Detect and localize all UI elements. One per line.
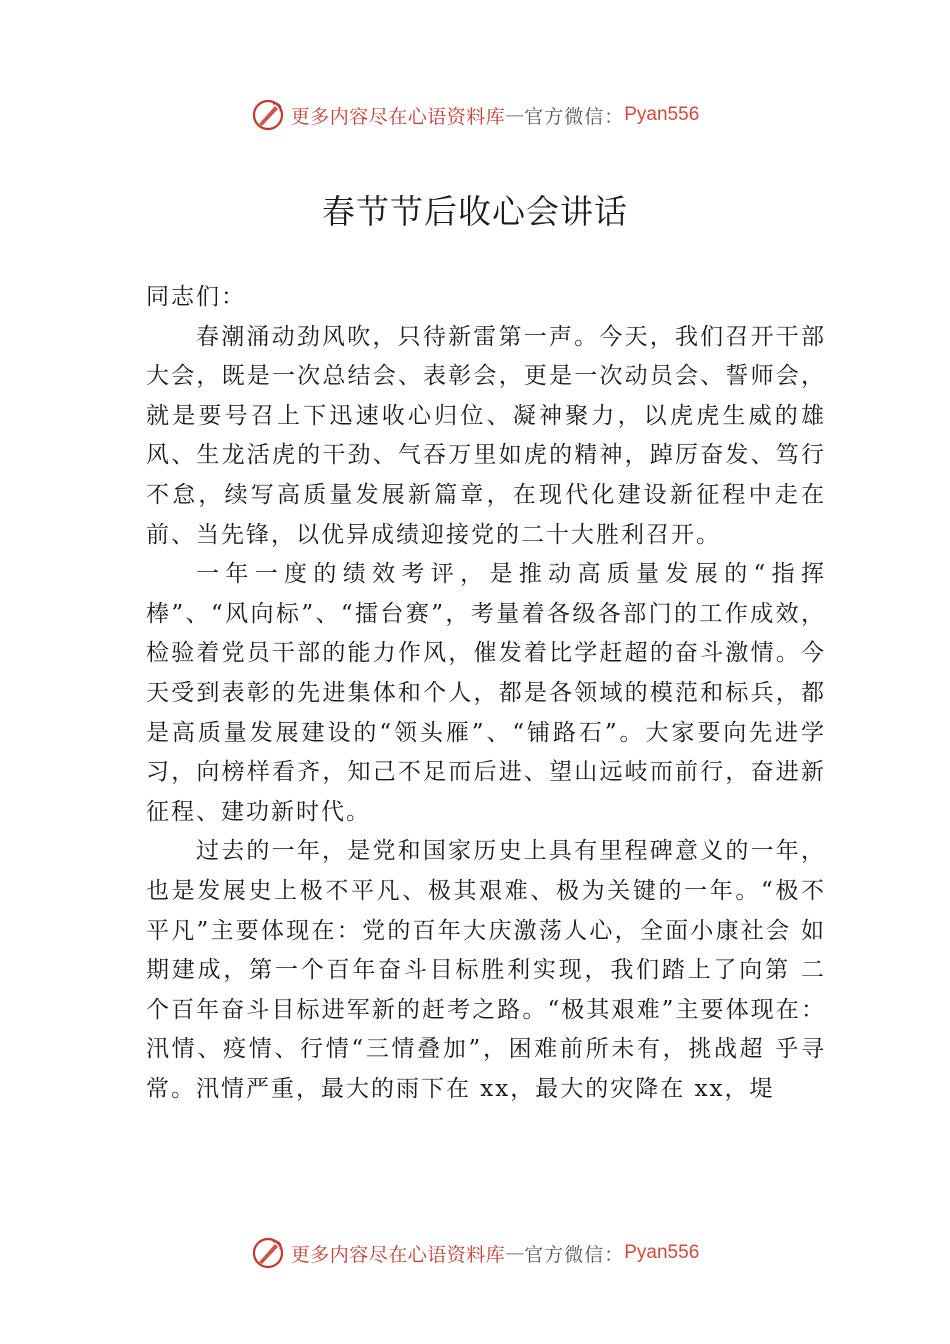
document-title: 春节节后收心会讲话 xyxy=(322,192,628,231)
paragraph-3: 过去的一年，是党和国家历史上具有里程碑意义的一年，也是发展史上极不平凡、极其艰难、极为关键的一年。“极不平凡”主要体现在：党的百年大庆激荡人心，全面小康社会 如期建成，第一个百年奋斗目标胜利实现，我们踏上了向第 二个百年奋斗目标进军新的赶考之路。“极其艰难”主要体现在：汛情、疫情、行情“三情叠加”，困难前所未有，挑战超 乎寻常。汛情严重，最大的雨下在 xx，最大的灾降在 xx，堤 xyxy=(146,838,826,1102)
quill-pen-logo-icon xyxy=(251,1236,285,1270)
banner-wechat-id: Pyan556 xyxy=(624,1242,700,1263)
paragraph-1: 春潮涌动劲风吹，只待新雷第一声。今天，我们召开干部大会，既是一次总结会、表彰会，更是一次动员会、誓师会，就是要号召上下迅速收心归位、凝神聚力，以虎虎生威的雄风、生龙活虎的干劲、气吞万里如虎的精神，踔厉奋发、笃行不怠，续写高质量发展新篇章，在现代化建设新征程中走在前、当先锋，以优异成绩迎接党的二十大胜利召开。 xyxy=(146,323,826,548)
header-banner xyxy=(0,95,950,135)
footer-banner xyxy=(0,1233,950,1273)
banner-dash: — xyxy=(505,104,525,126)
salutation: 同志们： xyxy=(146,284,246,310)
quill-pen-logo-icon xyxy=(251,98,285,132)
banner-brand-text: 更多内容尽在心语资料库 xyxy=(290,105,506,128)
banner-wechat-label: 官方微信： xyxy=(524,1243,625,1266)
document-body xyxy=(146,278,826,1109)
banner-brand-text: 更多内容尽在心语资料库 xyxy=(290,1243,506,1266)
banner-wechat-id: Pyan556 xyxy=(624,104,700,125)
paragraph-2: 一年一度的绩效考评，是推动高质量发展的“指挥棒”、“风向标”、“擂台赛”，考量着各级各部门的工作成效，检验着党员干部的能力作风，催发着比学赶超的奋斗激情。今天受到表彰的先进集体和个人，都是各领域的模范和标兵，都是高质量发展建设的“领头雁”、“铺路石”。大家要向先进学习，向榜样看齐，知己不足而后进、望山远岐而前行，奋进新征程、建功新时代。 xyxy=(146,561,826,825)
banner-wechat-label: 官方微信： xyxy=(524,105,625,128)
banner-dash: — xyxy=(505,1242,525,1264)
